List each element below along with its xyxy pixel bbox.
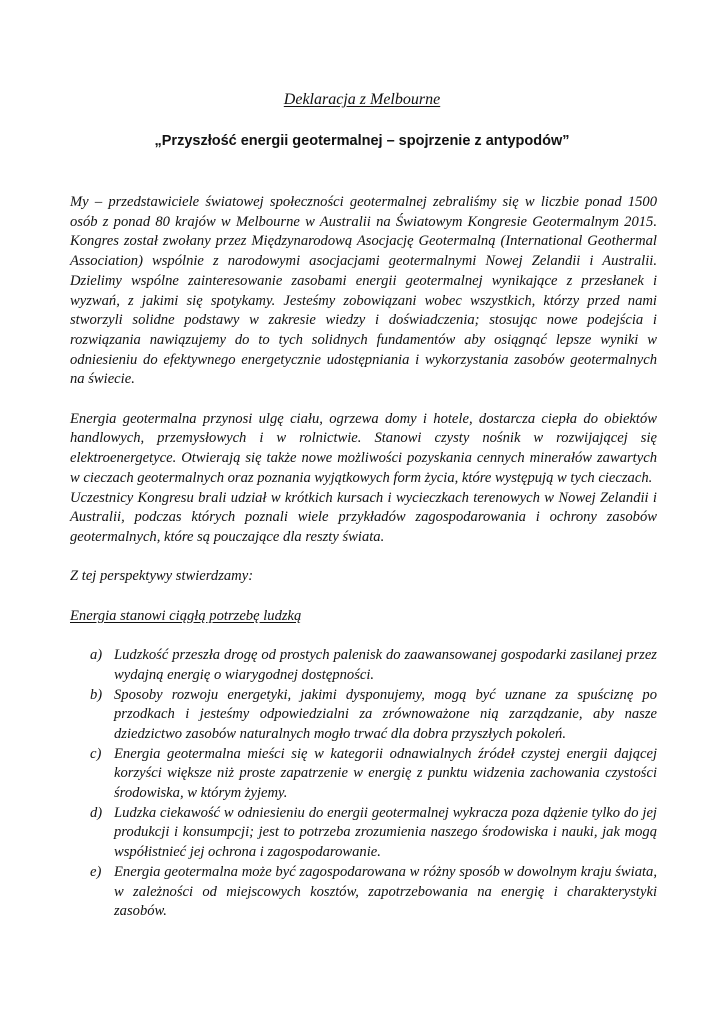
list-item — [70, 686, 657, 745]
document-body — [70, 193, 657, 922]
list-item-text: Sposoby rozwoju energetyki, jakimi dysponujemy, mogą być uznane za spuściznę po przodkach i jesteśmy odpowiedzialni za zrównoważone nią zarządzanie, aby nasze dziedzictwo zasobów naturalnych mogło trwać dla dobra przyszłych pokoleń. — [114, 686, 657, 742]
list-item-text: Ludzkość przeszła drogę od prostych palenisk do zaawansowanej gospodarki zasilanej przez wydajną energię o wiarygodnej dostępności. — [114, 647, 657, 683]
list-marker: d) — [90, 804, 103, 821]
document-subtitle: „Przyszłość energii geotermalnej – spojrzenie z antypodów” — [154, 133, 570, 149]
list-item-text: Energia geotermalna może być zagospodarowana w różny sposób w dowolnym kraju świata, w zależności od miejscowych kosztów, zapotrzebowania na energię i charakterystyki zasobów. — [114, 863, 657, 920]
list-marker: a) — [90, 647, 103, 664]
list-item — [70, 804, 657, 863]
declaration-list — [70, 646, 657, 922]
list-marker: e) — [90, 863, 102, 880]
list-item-text: Energia geotermalna mieści się w kategorii odnawialnych źródeł czystej energii dającej korzyści większe niż proste zapatrzenie w energię z punktu widzenia zachowania czystości środowiska, w którym żyjemy. — [114, 745, 657, 802]
section-heading: Energia stanowi ciągłą potrzebę ludzką — [70, 607, 302, 624]
paragraph-energy: Energia geotermalna przynosi ulgę ciału, ogrzewa domy i hotele, dostarcza ciepła do obiektów handlowych, przemysłowych i w rolnictwie. Stanowi czysty nośnik w rozwijającej się elektroenergetyce. Otwierają się także nowe możliwości pozyskania cennych minerałów zawartych w cieczach geotermalnych oraz poznania wyjątkowych form życia, które występują w tych cieczach. — [70, 410, 657, 486]
list-item — [70, 863, 657, 922]
list-marker: b) — [90, 686, 103, 703]
paragraph-intro: My – przedstawiciele światowej społeczności geotermalnej zebraliśmy się w liczbie ponad 1500 osób z ponad 80 krajów w Melbourne w Australii na Światowym Kongresie Geotermalnym 2015. Kongres został zwołany przez Międzynarodową Asocjację Geotermalną (International Geothermal Association) wspólnie z narodowymi asocjacjami geotermalnymi Nowej Zelandii i Australii. Dzielimy wspólne zainteresowanie zasobami energii geotermalnej wynikające z przesłanek i wyzwań, z jakimi się spotykamy. Jesteśmy zobowiązani wobec wszystkich, którzy przed nami stworzyli solidne podstawy w zakresie wiedzy i doświadczenia; stosując nowe podejścia i rozwiązania nawiązujemy do to tych solidnych fundamentów aby osiągnąć lepsze wyniki w odniesieniu do efektywnego energetycznie udostępniania i wykorzystania zasobów geotermalnych na świecie. — [70, 194, 657, 388]
paragraph-perspective: Z tej perspektywy stwierdzamy: — [70, 568, 254, 585]
list-item — [70, 745, 657, 804]
document-title: Deklaracja z Melbourne — [283, 91, 441, 108]
list-marker: c) — [90, 745, 102, 762]
paragraph-participants: Uczestnicy Kongresu brali udział w krótkich kursach i wycieczkach terenowych w Nowej Zelandii i Australii, podczas których poznali wiele przykładów zagospodarowania i ochrony zasobów geotermalnych, które są pouczające dla reszty świata. — [70, 489, 657, 545]
list-item — [70, 646, 657, 685]
list-item-text: Ludzka ciekawość w odniesieniu do energii geotermalnej wykracza poza dążenie tylko do jej produkcji i konsumpcji; jest to potrzeba zrozumienia naszego środowiska i nauki, jak mogą współistnieć jej ochrona i zagospodarowanie. — [114, 804, 657, 861]
